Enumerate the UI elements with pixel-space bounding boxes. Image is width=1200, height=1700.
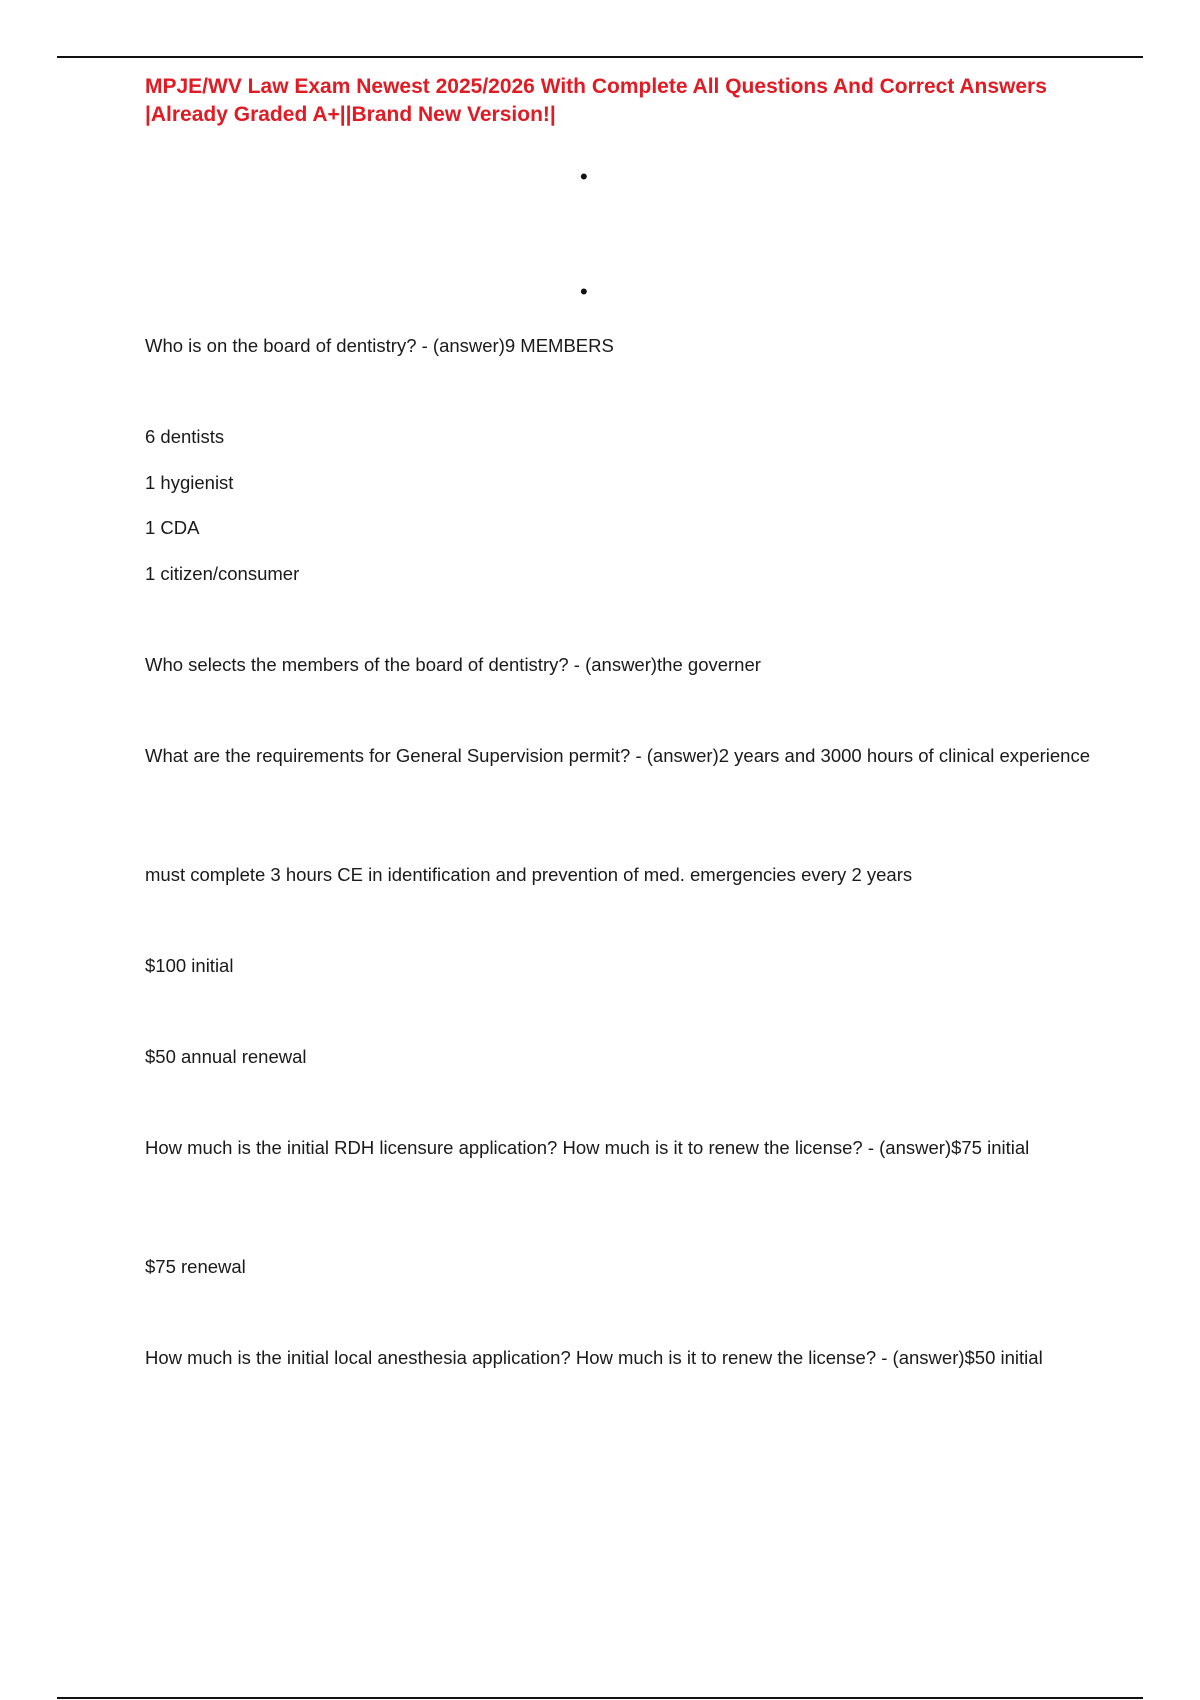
answer-line: $75 renewal [145, 1256, 246, 1277]
answer-line: 6 dentists [145, 426, 225, 447]
bullet-point: • [580, 279, 588, 304]
answer-line: 1 citizen/consumer [145, 563, 300, 584]
document-title: MPJE/WV Law Exam Newest 2025/2026 With Complete All Questions And Correct Answers |Already Graded A+||Brand New Version!| [145, 75, 1047, 126]
question-board-selection: Who selects the members of the board of dentistry? - (answer)the governer [145, 654, 761, 675]
question-local-anesthesia: How much is the initial local anesthesia application? How much is it to renew the license? - (answer)$50 initial [145, 1347, 1043, 1368]
answer-line: 1 hygienist [145, 472, 234, 493]
answer-line: 1 CDA [145, 517, 200, 538]
answer-line: $100 initial [145, 955, 234, 976]
bullet-point: • [580, 164, 588, 189]
question-general-supervision: What are the requirements for General Supervision permit? - (answer)2 years and 3000 hours of clinical experience [145, 745, 1090, 766]
bottom-rule [57, 1697, 1143, 1699]
question-board-members: Who is on the board of dentistry? - (answer)9 MEMBERS [145, 335, 614, 356]
answer-line: must complete 3 hours CE in identification and prevention of med. emergencies every 2 years [145, 864, 913, 885]
answer-line: $50 annual renewal [145, 1046, 307, 1067]
question-rdh-licensure: How much is the initial RDH licensure application? How much is it to renew the license? - (answer)$75 initial [145, 1137, 1030, 1158]
top-rule [57, 56, 1143, 58]
